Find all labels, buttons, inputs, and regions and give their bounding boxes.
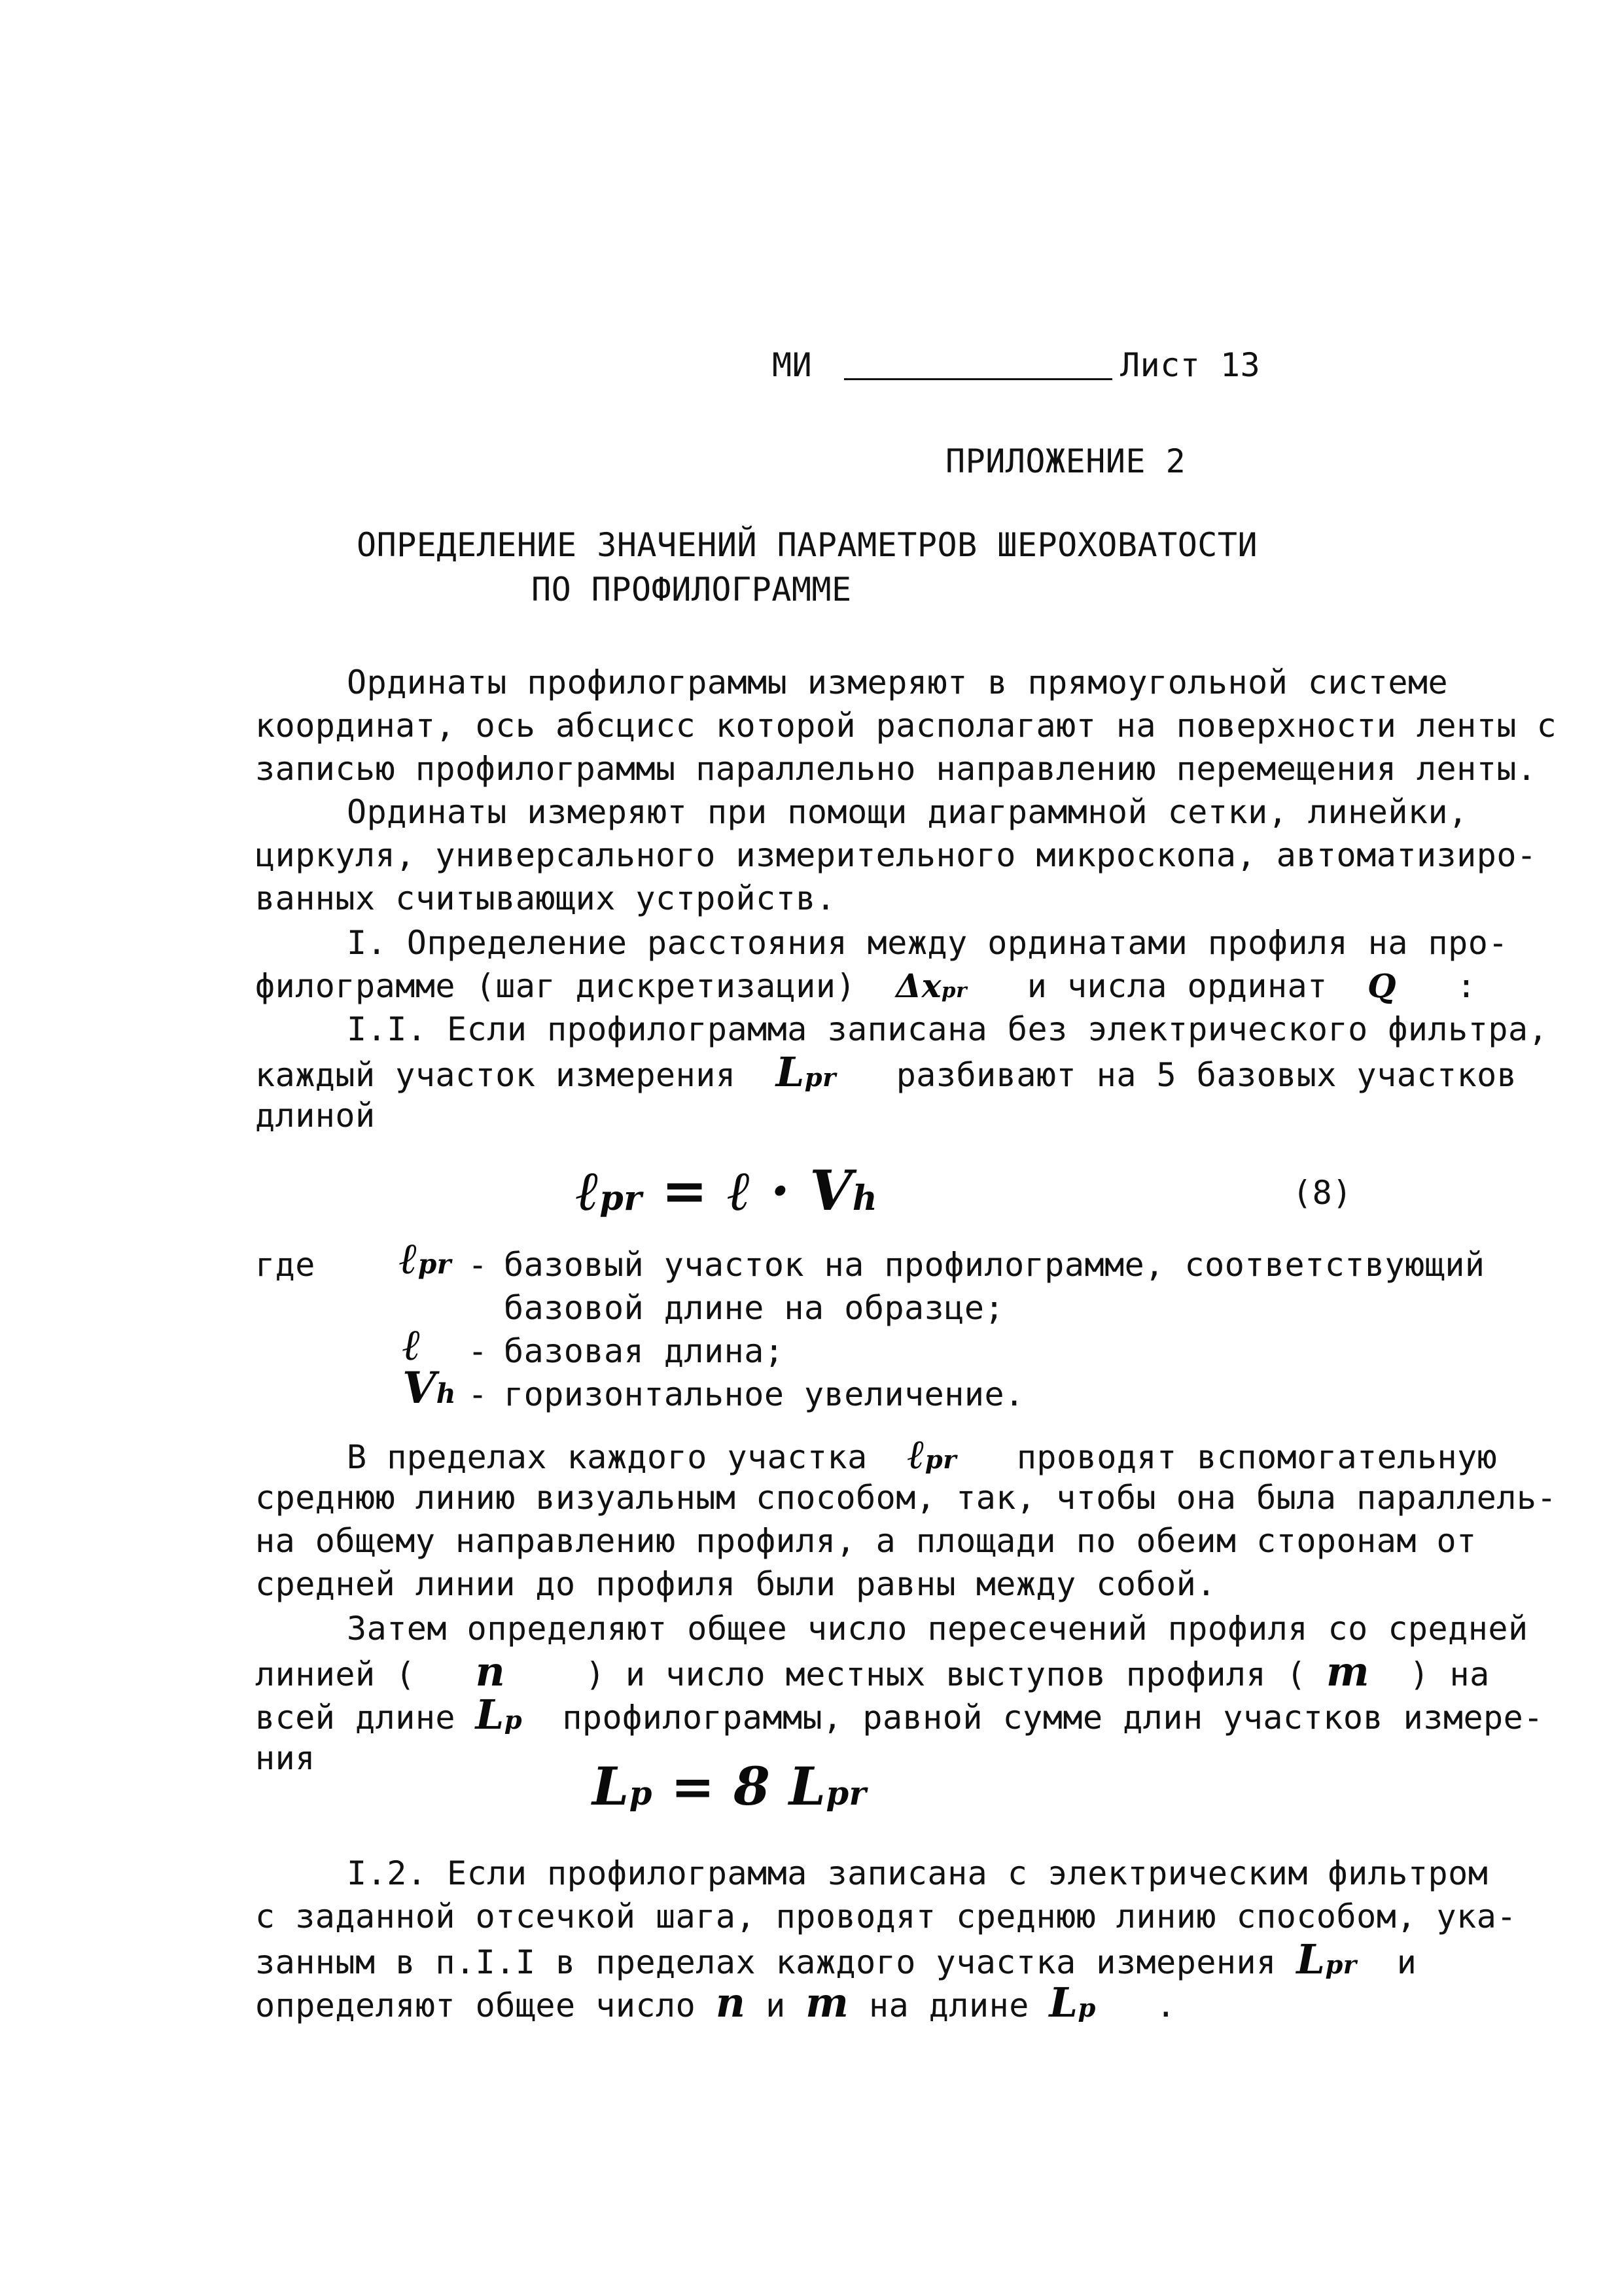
where-sym-l: ℓ <box>402 1319 421 1370</box>
section1-text-b: и числа ординат <box>1027 967 1328 1005</box>
lp-symbol: Lp <box>475 1691 523 1739</box>
para3-text-b: проводят вспомогательную <box>1016 1438 1498 1476</box>
q-symbol: Q <box>1367 966 1397 1005</box>
para2-line-3: ванных считывающих устройств. <box>255 879 836 917</box>
para4-line-1: Затем определяют общее число пересечений профиля со средней <box>347 1610 1528 1648</box>
para4-text-a: линией ( <box>255 1655 415 1693</box>
section1-1-text-a: каждый участок измерения <box>255 1056 736 1094</box>
section1-1-line-1: I.I. Если профилограмма записана без электрического фильтра, <box>347 1010 1549 1048</box>
para4-text-b: ) и число местных выступов профиля ( <box>585 1655 1307 1693</box>
section1-text-c: : <box>1456 967 1477 1005</box>
section1-2-line-2: с заданной отсечкой шага, проводят среднюю линию способом, ука- <box>255 1898 1517 1935</box>
para1-line-3: записью профилограммы параллельно направлению перемещения ленты. <box>255 750 1537 788</box>
para2-line-2: циркуля, универсального измерительного микроскопа, автоматизиро- <box>255 836 1537 874</box>
para4-line-3 <box>255 1693 1543 1742</box>
where-dash-3: - <box>468 1375 488 1413</box>
para4-text-d: всей длине <box>255 1699 456 1737</box>
section1-1-text-b: разбивают на 5 базовых участков <box>896 1056 1517 1094</box>
doc-number-blank <box>844 378 1112 380</box>
formula-8-number: (8) <box>1292 1174 1352 1212</box>
where-dash-2: - <box>468 1332 488 1370</box>
section1-1-line-3: длиной <box>255 1097 376 1135</box>
where-sym-vh: Vh <box>402 1362 456 1413</box>
section1-2-text-a: занным в п.I.I в пределах каждого участка измерения <box>255 1943 1277 1981</box>
para4-line-4: ния <box>255 1739 315 1777</box>
where-text-1: базовый участок на профилограмме, соответствующий <box>504 1246 1485 1284</box>
n-symbol: n <box>475 1648 506 1695</box>
formula-lp: Lp = 8 Lpr <box>592 1756 867 1817</box>
where-text-1b: базовой длине на образце; <box>504 1289 1005 1327</box>
para4-text-c: ) на <box>1409 1655 1490 1693</box>
section1-2-lp-symbol: Lp <box>1049 1979 1096 2026</box>
where-dash-1: - <box>468 1246 488 1284</box>
para1-line-1: Ординаты профилограммы измеряют в прямоугольной системе <box>347 663 1449 701</box>
lpr-symbol: Lpr <box>775 1048 836 1096</box>
para3-line-4: средней линии до профиля были равны между собой. <box>255 1565 1216 1603</box>
where-sym-lpr: ℓpr <box>399 1233 451 1284</box>
title-line-2: ПО ПРОФИЛОГРАММЕ <box>531 571 852 609</box>
section1-line-2 <box>255 964 1476 1012</box>
section1-2-m-symbol: m <box>805 1979 849 2026</box>
where-text-2: базовая длина; <box>504 1332 785 1370</box>
para3-line-2: среднюю линию визуальным способом, так, чтобы она была параллель- <box>255 1479 1557 1517</box>
para2-line-1: Ординаты измеряют при помощи диаграммной сетки, линейки, <box>347 793 1468 831</box>
title-line-1: ОПРЕДЕЛЕНИЕ ЗНАЧЕНИЙ ПАРАМЕТРОВ ШЕРОХОВАТОСТИ <box>357 526 1258 564</box>
where-label: где <box>255 1246 315 1284</box>
sheet-label: Лист 13 <box>1120 346 1261 384</box>
para4-text-e: профилограммы, равной сумме длин участков измере- <box>562 1699 1543 1737</box>
section1-2-line-1: I.2. Если профилограмма записана с электрическим фильтром <box>347 1854 1489 1892</box>
section1-2-line-4 <box>255 1981 1176 2030</box>
section1-2-lpr-symbol: Lpr <box>1296 1935 1357 1983</box>
section1-line-1: I. Определение расстояния между ординатами профиля на про- <box>347 924 1508 962</box>
para3-text-a: В пределах каждого участка <box>347 1438 868 1476</box>
doc-code: МИ <box>772 346 813 384</box>
formula-8: ℓpr = ℓ · Vh <box>576 1158 878 1223</box>
appendix-label: ПРИЛОЖЕНИЕ 2 <box>945 442 1186 480</box>
para3-line-1 <box>347 1430 1498 1482</box>
section1-2-n-symbol: n <box>715 1979 746 2026</box>
section1-2-text-e: на длине <box>869 1987 1029 2024</box>
section1-2-text-f: . <box>1155 1987 1176 2024</box>
para3-lpr-symbol: ℓpr <box>907 1430 957 1478</box>
where-text-3: горизонтальное увеличение. <box>504 1375 1025 1413</box>
section1-2-text-d: и <box>766 1987 786 2024</box>
section1-1-line-2 <box>255 1048 1517 1100</box>
delta-x-symbol: Δxpr <box>896 966 967 1005</box>
section1-2-text-b: и <box>1396 1943 1417 1981</box>
para4-line-2 <box>255 1650 1490 1696</box>
para3-line-3: на общему направлению профиля, а площади по обеим сторонам от <box>255 1522 1477 1560</box>
section1-2-text-c: определяют общее число <box>255 1987 696 2024</box>
section1-text-a: филограмме (шаг дискретизации) <box>255 967 856 1005</box>
para1-line-2: координат, ось абсцисс которой располагают на поверхности ленты с <box>255 707 1557 745</box>
m-symbol: m <box>1326 1648 1370 1695</box>
